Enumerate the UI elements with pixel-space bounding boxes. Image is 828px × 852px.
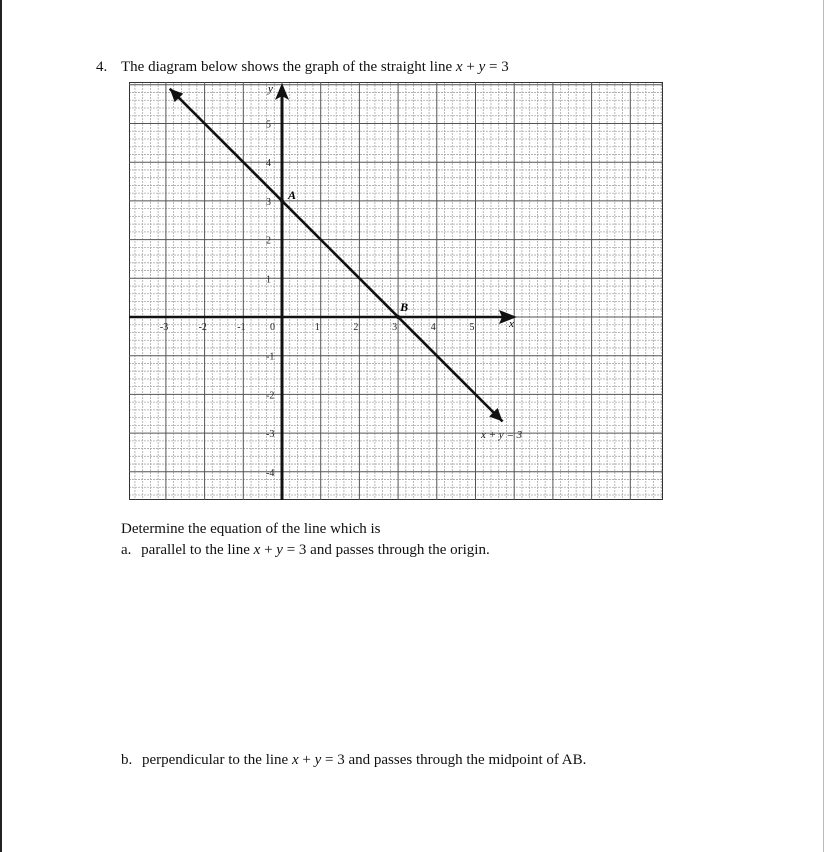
x-tick-label: 5 [469,322,475,333]
part-a-label: a. [121,542,132,558]
y-tick-label: -3 [266,429,275,441]
part-a-y: y [276,542,283,558]
equation-x: x [455,59,463,75]
question-number: 4. [96,59,108,75]
y-tick-label: -4 [266,467,275,479]
part-b-equals: = [325,752,334,768]
x-tick-label: -1 [237,322,246,333]
part-b-const: 3 [337,752,345,768]
grid-minor [129,82,663,500]
x-axis-label: x [509,318,514,330]
part-b-y: y [314,752,322,768]
y-tick-label: 5 [266,119,271,131]
y-axis-label: y [268,83,273,95]
x-tick-label: 4 [430,322,436,333]
x-tick-label: 3 [392,322,398,333]
point-b [396,315,400,319]
part-a-plus: + [264,542,273,558]
part-a-prefix: parallel to the line [141,542,250,558]
axes [129,83,517,500]
x-tick-label: 0 [270,322,275,333]
question-text [121,59,509,76]
page-edge-right [823,0,824,852]
part-b-plus: + [302,752,311,768]
part-a-equals: = [286,542,296,558]
grid-frame [130,83,663,500]
x-tick-label: -2 [198,322,207,333]
x-tick-label: 1 [314,322,320,333]
part-a [121,542,490,559]
y-tick-label: -2 [266,390,275,402]
equation-const: 3 [501,59,509,75]
part-a-const: 3 [298,542,307,558]
x-tick-label: 2 [353,322,359,333]
tick-labels [160,83,514,479]
coordinate-graph [129,82,663,500]
y-tick-label: 2 [266,235,271,247]
part-b-label: b. [121,752,133,768]
part-a-suffix: and passes through the origin. [310,542,490,558]
equation-y: y [478,59,486,75]
point-labels [287,188,523,441]
question-prefix: The diagram below shows the graph of the straight line [121,59,453,75]
part-b [121,752,586,769]
part-b-x: x [291,752,299,768]
point-a [280,199,284,203]
point-b-label: B [400,300,409,314]
point-a-label: A [288,187,297,202]
y-tick-label: 1 [266,274,271,286]
line-equation-label: x + y = 3 [481,429,523,441]
part-a-x: x [253,542,261,558]
y-tick-label: 4 [266,158,271,170]
grid-major [129,82,663,500]
x-tick-label: -3 [159,322,169,333]
y-tick-label: 3 [266,196,271,208]
equation-plus: + [466,59,475,75]
page-edge-left [0,0,2,852]
instructions-intro: Determine the equation of the line which is [121,521,381,537]
part-b-suffix: and passes through the midpoint of AB. [348,752,587,768]
equation-equals: = [488,59,498,75]
y-tick-label: -1 [266,351,275,363]
part-b-prefix: perpendicular to the line [142,752,289,768]
